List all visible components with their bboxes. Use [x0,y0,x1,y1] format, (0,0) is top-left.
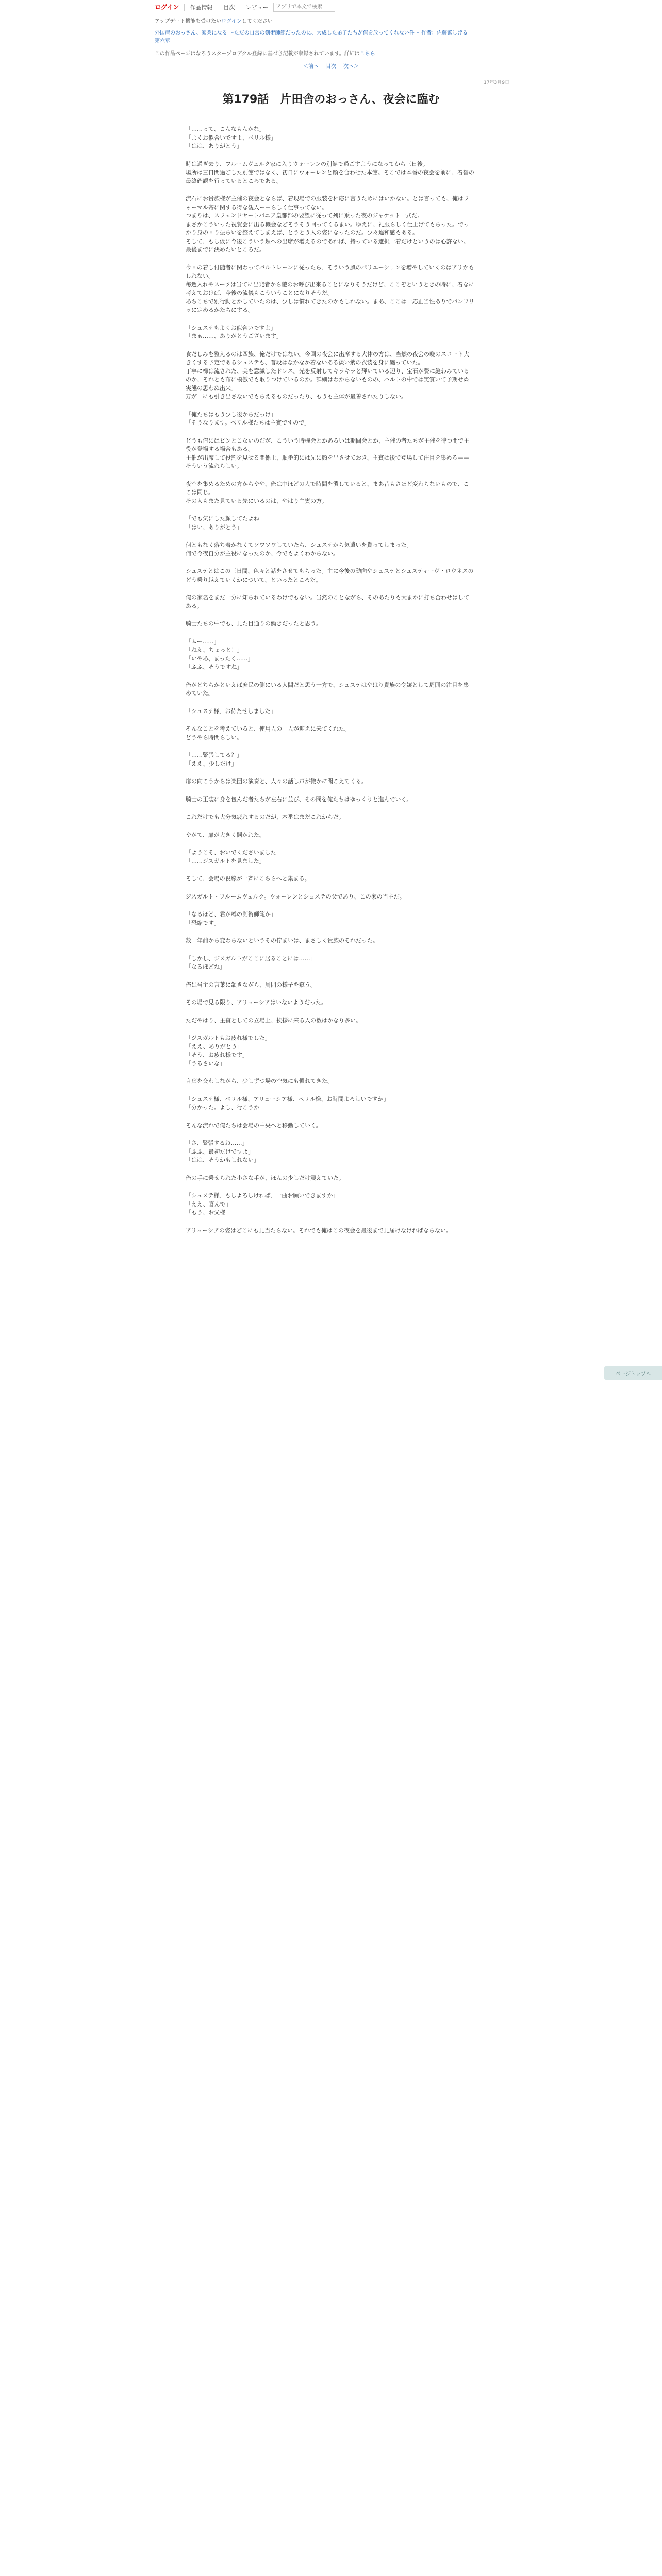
paragraph: そして、会場の視線が一斉にこちらへと集まる。 [186,875,310,882]
paragraph-spacer [186,471,474,480]
paragraph: 「さ、緊張するね……」 [186,1140,248,1146]
paragraph: 「そうなります。ベリル様たちは主賓ですので」 [186,419,310,426]
paragraph: つまりは、スフェンドヤートパニア皇都部の要望に従って列に乗った夜のジャケット一式だ。 [186,212,423,219]
paragraph: 「ようこそ、おいでくださいました」 [186,849,282,856]
search-input[interactable] [273,3,335,12]
login-prompt-text-end: してください。 [241,19,278,24]
paragraph: 丁寧に櫛は流された、美を意識したドレス。光を反射してキラキラと輝いている辺り、宝石が贅に縫わみているのか、それとも布に模倣でも取りつけているのか。詳細はわからないものの、ハルトの中では実質いて予期せぬ実態の思わぬ出来。 [186,367,469,392]
paragraph: 「ふふ、そうですね」 [186,664,243,670]
paragraph-spacer [186,989,474,998]
paragraph: 「はい、ありがとう」 [186,523,242,531]
paragraph-spacer [186,972,474,981]
paragraph-spacer [186,255,474,264]
paragraph: シュステとはこの三日間、色々と話をさせてもらった。主に今後の動向やシュステとシュスティーヴ・ロウネスのどう乗り越えていくかについて、といったところだ。 [186,568,474,583]
login-link[interactable]: ログイン [155,4,179,11]
paragraph-spacer [186,315,474,324]
nav-item-toc[interactable]: 目次 [223,4,235,11]
paragraph-spacer [186,428,474,437]
license-note [155,50,505,58]
paragraph: 言葉を交わしながら、少しずつ場の空気にも慣れてきた。 [186,1078,333,1084]
paragraph: 俺は当主の言葉に頷きながら、周囲の様子を窺う。 [186,981,316,988]
paragraph-spacer [186,786,474,795]
paragraph-spacer [186,945,474,955]
paragraph-spacer [186,532,474,541]
paragraph-spacer [186,1130,474,1139]
nav-item-review[interactable]: レビュー [245,4,269,11]
paragraph-spacer [186,584,474,594]
paragraph-spacer [186,401,474,411]
paragraph-spacer [186,768,474,777]
paragraph: あちこちで別行動とかしていたのは、少しは慣れてきたのかもしれない。まあ、ここは一応正当性ありでパンフリッに定めるかたちにする。 [186,298,475,313]
paragraph-spacer [186,901,474,910]
paragraph: アリューシアの姿はどこにも見当たらない。それでも俺はこの夜会を最後まで見届けなければならない。 [186,1227,452,1234]
paragraph: 「でも気にした顔してたよね」 [186,515,265,522]
paragraph: 「なるほど、君が噂の剣術師範か」 [186,911,276,918]
nav-divider [184,4,185,11]
paragraph-spacer [186,629,474,638]
paragraph: 流石にお貴族様が主催の夜会とならば、着現場での服装を相応に言うためにはいかない。とは言っても、俺はフォーマル寄に関する得な観人ー－らしく仕事ってない。 [186,195,469,211]
paragraph: 時は過ぎ去り、フルームヴェルク家に入りウォーレンの別館で過ごすようになってから三日後。 [186,160,428,167]
nav-item-work-info[interactable]: 作品情報 [190,4,213,11]
paragraph-spacer [186,341,474,350]
paragraph: 「もう、お父様」 [186,1209,231,1216]
paragraph-spacer [186,1182,474,1192]
paragraph: 「……緊張してる？」 [186,752,242,758]
paragraph-spacer [186,1112,474,1122]
paragraph: 「いやあ、まったく……」 [186,655,254,662]
paragraph: 万が一にも引き出さないでもらえるものだったり、もうも主体が最善されたりしない。 [186,393,407,400]
page-top-button[interactable]: ページトップへ [604,1366,662,1380]
paragraph-spacer [186,505,474,515]
paragraph: ジスガルト・フルームヴェルク。ウォーレンとシュステの父であり、この家の当主だ。 [186,893,405,900]
next-page-link[interactable]: 次へ＞ [343,64,359,70]
paragraph: 「シュステ様、ベリル様、アリューシア様、ペリル様、お時間よろしいですか」 [186,1095,389,1103]
paragraph-spacer [186,1217,474,1227]
paragraph-spacer [186,822,474,831]
paragraph: これだけでも大分気疲れするのだが、本番はまだこれからだ。 [186,814,344,820]
paragraph-spacer [186,1025,474,1034]
paragraph-spacer [186,716,474,725]
paragraph: 毎週入れやスーツは当てに出発者から遊のお呼び出来ることになりそうだけど、ここぞというときの時に、着なに考えておけば、今後の流儀もこういうことになりそうだ。 [186,281,475,296]
paragraph: 「まぁ……、ありがとうございます」 [186,333,282,340]
paragraph-spacer [186,742,474,751]
login-prompt-link[interactable]: ログイン [221,19,242,24]
paragraph: 騎士たちの中でも、見た目通りの働きだったと思う。 [186,620,322,627]
paragraph: 「うるさいな」 [186,1060,225,1067]
paragraph-spacer [186,1068,474,1077]
chapter-title: 第179話 片田舎のおっさん、夜会に臨む [222,93,440,106]
paragraph: 俺の手に乗せられた小さな手が、ほんの少しだけ震えていた。 [186,1174,344,1181]
paragraph: 「はは、そうかもしれない」 [186,1157,259,1163]
paragraph: 夜空を集めるための方からやや、俺は中ほどの人で時間を潰していると、まあ昔もさほど変わらないもので、ここは同じ。 [186,480,469,496]
paragraph: そんな流れで俺たちは会場の中央へと移動していく。 [186,1122,322,1129]
paragraph-spacer [186,611,474,620]
license-text: この作品ページはなろうスタープロデクル登録に基づき記載が収録されています。詳細は [155,51,360,57]
paragraph: 「ふふ、最初だけですよ」 [186,1148,254,1155]
paragraph: 「よくお似合いですよ、ベリル様」 [186,134,276,141]
toc-link[interactable]: 目次 [326,64,336,70]
top-navigation-bar [0,0,662,14]
license-link[interactable]: こちら [359,51,375,57]
chapter-label[interactable]: 第六章 [155,38,170,44]
paragraph: 「ええ、ありがとう」 [186,1043,243,1050]
paragraph: 今回の着し付随者に関わってパルトレーンに従ったら、そういう風のパリエーションを増やしていくのはアリかもしれない。 [186,264,474,279]
paragraph: 何ともなく落ち着かなくてソワソワしていたら、シュステから気遣いを貰ってしまった。 [186,541,412,548]
paragraph: そして、もし仮に今後こういう類への出席が増えるのであれば、持っている選択一着だけというのは心許ない。最後までに決めたいところだ。 [186,238,469,253]
paragraph: 「……って、こんなもんかな」 [186,126,265,132]
paragraph: 「シュステ様、お待たせしました」 [186,707,276,715]
prev-page-link[interactable]: ＜前へ [303,64,319,70]
paragraph: 「俺たちはもう少し後からだっけ」 [186,411,276,418]
paragraph: やがて、扉が大きく開かれた。 [186,831,265,838]
paragraph: 「そう、お疲れ様です」 [186,1052,248,1058]
publish-date: 17年3月9日 [484,80,509,86]
paragraph-spacer [186,672,474,681]
paragraph: ただやはり、主賓としての立場上、挨拶に来る人の数はかなり多い。 [186,1016,361,1024]
paragraph: 扉の向こうからは楽団の演奏と、人々の話し声が微かに聞こえてくる。 [186,778,367,785]
paragraph: その人もまた見ている先にいるのは、やはり主賓の方。 [186,497,327,504]
paragraph: その場で見る限り、アリューシアはいないようだった。 [186,999,327,1006]
paragraph: 「シュステもよくお似合いですよ」 [186,324,276,331]
work-info-block [155,14,505,58]
paragraph: 「はは、ありがとう」 [186,143,242,149]
paragraph-spacer [186,1086,474,1095]
paragraph: 「ねえ、ちょっと！」 [186,647,243,653]
paragraph: 場所は三日間過ごした別館ではなく、初日にウォーレンと顔を合わせた本館。そこでは本番の夜会を前に、着替の最終確認を行っているところである。 [186,169,474,184]
paragraph-spacer [186,804,474,813]
paragraph-spacer [186,185,474,195]
login-prompt [155,18,505,25]
paragraph-spacer [186,151,474,160]
paragraph: どうも俺にはピンとこないのだが、こういう時機会とかあるいは期間会とか、主催の者たちが主催を待つ間で主役が登場する場合もある。 [186,437,469,452]
paragraph: 「ジスガルトもお疲れ様でした」 [186,1035,271,1041]
paragraph: 「ええ、喜んで」 [186,1200,231,1208]
paragraph: 「恐縮です」 [186,919,220,926]
paragraph-spacer [186,1007,474,1016]
paragraph-spacer [186,698,474,707]
chapter-body [186,125,474,1235]
paragraph: 騎士の正装に身を包んだ者たちが左右に並び、その間を俺たちはゆっくりと進んでいく。 [186,795,412,803]
paragraph: 数十年前から変わらないというその佇まいは、まさしく貴族のそれだった。 [186,937,378,944]
paragraph: どうやら時間らしい。 [186,734,242,741]
paragraph: 食だしみを整えるのは四族、俺だけではない。今回の夜会に出席する大体の方は、当然の夜会の晩のスコート大きくする予定であるシュステも、普段はなかなか着ないある淡い紫の衣装を身に纏っていた。 [186,350,469,366]
login-prompt-text: アップデート機能を受けたい [155,19,222,24]
paragraph: 「しかし、ジスガルトがここに居ることには……」 [186,955,316,962]
paragraph: 「……ジスガルトを見ました」 [186,857,265,865]
paragraph-spacer [186,1165,474,1174]
paragraph: 俺の家名をまだ十分に知られているわけでもない。当然のことながら、そのあたりも大まかに打ち合わせはしてある。 [186,594,469,609]
paragraph: 「分かった。よし、行こうか」 [186,1104,265,1111]
paragraph: 何で今夜自分が主役になったのか、今でもよくわからない。 [186,550,339,557]
paragraph: そんなことを考えていると、使用人の一人が迎えに来てくれた。 [186,725,350,732]
paragraph-spacer [186,884,474,893]
paragraph: まさかこういった祝賀会に出る機会などそうそう回ってくるまい。ゆえに、礼服らしく仕上げてもらった。でっかり身の回り振らいを整えてしまえば、とうとう人の姿になったのだ。少々違和感もある。 [186,221,469,236]
paragraph-spacer [186,839,474,849]
series-title-link[interactable]: 外国産のおっさん、家業になる ～ただの自営の剣術師範だったのに、大成した弟子たちが俺を放ってくれない件～ 作者：佐藤繁しげる [155,30,468,36]
paragraph: 「ムー……」 [186,638,220,645]
paragraph: 「シュステ様、もしよろしければ、一曲お願いできますか」 [186,1192,339,1199]
paragraph: 「なるほどね」 [186,963,225,970]
paragraph: 主催が出席して役割を見せる関係上、順番的には先に顔を出させておき、主賓は後で登場して注目を集める——そういう流れらしい。 [186,454,469,469]
paragraph-spacer [186,558,474,567]
pager-top [0,62,662,70]
paragraph: 「ええ、少しだけ」 [186,760,237,767]
paragraph-spacer [186,866,474,875]
paragraph-spacer [186,927,474,937]
paragraph: 俺がどちらかといえば庶民の側にいる人間だと思う一方で、シュステはやはり貴族の令嬢として周囲の注目を集めていた。 [186,681,469,697]
